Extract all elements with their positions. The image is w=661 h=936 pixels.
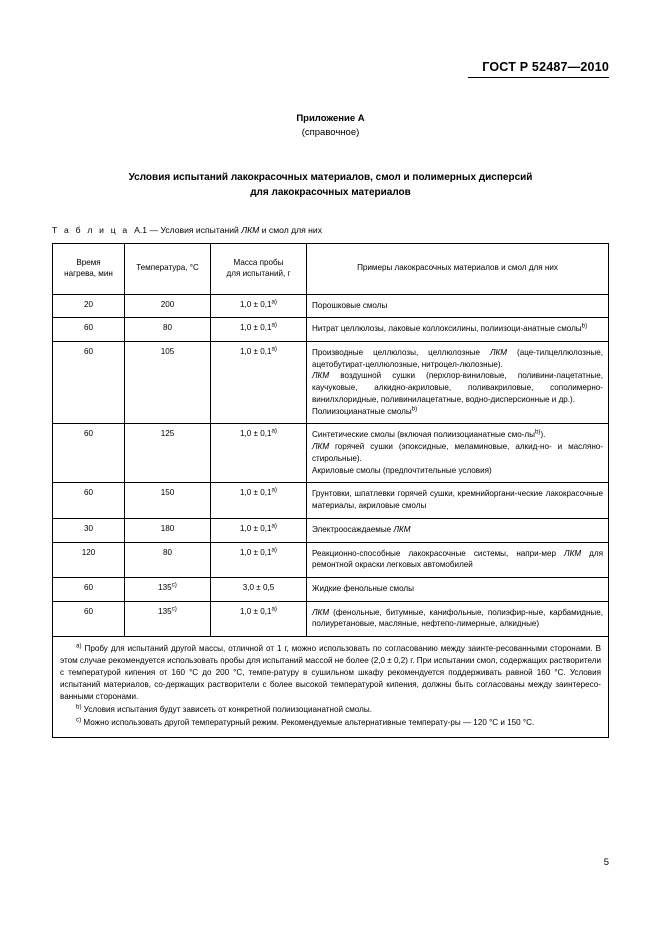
appendix-subtitle: (справочное) (301, 126, 360, 138)
cell-time: 30 (53, 518, 125, 542)
cell-examples: Синтетические смолы (включая полиизоцианатные смо-$лы^{b)}$). ЛКМ горячей сушки (эпоксидные, меламиновые, алкид-но- и маслянo-стирольные). Акриловые смолы (предпочтительные условия) (307, 424, 609, 483)
cell-time: 60 (53, 483, 125, 518)
table-caption-number: А.1 — Условия испытаний (129, 224, 242, 235)
table-caption-tail: и смол для них (259, 224, 323, 235)
table-row (53, 342, 609, 424)
cell-examples: Нитрат целлюлозы, лаковые коллоксилины, полиизоци-анатные смолы$^{b)}$ (307, 318, 609, 342)
cell-mass: $1,0 \pm 0,1^{а)}$ (211, 601, 307, 636)
standard-number: ГОСТ Р 52487—2010 (468, 60, 609, 78)
table-caption (52, 225, 609, 235)
cell-mass: 3,0 ± 0,5 (211, 578, 307, 602)
cell-mass: $1,0 \pm 0,1^{а)}$ (211, 542, 307, 577)
table-row (53, 318, 609, 342)
column-header-time: Время нагрева, мин (53, 243, 125, 294)
table-row (53, 294, 609, 318)
table-caption-label: Т а б л и ц а (52, 224, 130, 235)
table-header-row (53, 243, 609, 294)
note-c (60, 717, 601, 729)
cell-time: 60 (53, 342, 125, 424)
table-caption-italic: ЛКМ (241, 224, 260, 235)
cell-mass: $1,0 \pm 0,1^{а)}$ (211, 518, 307, 542)
table-row (53, 518, 609, 542)
cell-mass: $1,0 \pm 0,1^{а)}$ (211, 342, 307, 424)
cell-temperature: 180 (125, 518, 211, 542)
cell-temperature: 135$^{c)}$ (125, 601, 211, 636)
cell-mass: $1,0 \pm 0,1^{а)}$ (211, 424, 307, 483)
table-row (53, 601, 609, 636)
note-b-marker: b) (76, 703, 82, 711)
cell-mass: $1,0 \pm 0,1^{а)}$ (211, 294, 307, 318)
cell-examples: ЛКМ (фенольные, битумные, канифольные, полиэфир-ные, карбамидные, полиуретановые, масляные, нефтепо-лимерные, алкидные) (307, 601, 609, 636)
cell-examples: Реакционно-способные лакокрасочные системы, напри-мер ЛКМ для ремонтной окраски легковых автомобилей (307, 542, 609, 577)
conditions-table (52, 243, 609, 638)
column-header-examples: Примеры лакокрасочных материалов и смол для них (307, 243, 609, 294)
table-row (53, 578, 609, 602)
column-header-mass: Масса пробы для испытаний, г (211, 243, 307, 294)
table-body (53, 294, 609, 637)
note-a-marker: а) (76, 642, 82, 650)
cell-examples: Жидкие фенольные смолы (307, 578, 609, 602)
cell-time: 60 (53, 318, 125, 342)
cell-temperature: 105 (125, 342, 211, 424)
page-number: 5 (603, 857, 609, 868)
table-notes (52, 637, 609, 738)
cell-temperature: 80 (125, 318, 211, 342)
table-row (53, 542, 609, 577)
column-header-temperature: Температура, °С (125, 243, 211, 294)
page-title-line1: Условия испытаний лакокрасочных материалов, смол и полимерных дисперсий (128, 171, 533, 183)
cell-examples: Электроосаждаемые ЛКМ (307, 518, 609, 542)
table-row (53, 424, 609, 483)
cell-time: 60 (53, 424, 125, 483)
page-title-line2: для лакокрасочных материалов (250, 187, 411, 199)
cell-temperature: 80 (125, 542, 211, 577)
cell-examples: Производные целлюлозы, целлюлозные ЛКМ (аце-тилцеллюлозные, ацетобутират-целлюлозные, нитроцел-люлозные). ЛКМ воздушной сушки (перхлор-виниловые, поливини-лацетатные, каучуковые, алкидно-акриловые, поливакриловые, сополимерно-винилхлоридные, поливинилацетатные, водно-дисперсионные и др.). Полиизоцианатные смолы$^{b)}$ (307, 342, 609, 424)
cell-time: 60 (53, 578, 125, 602)
cell-temperature: 125 (125, 424, 211, 483)
cell-time: 60 (53, 601, 125, 636)
note-b (60, 704, 601, 716)
appendix-block (52, 112, 609, 140)
note-c-marker: c) (76, 716, 82, 724)
cell-temperature: 150 (125, 483, 211, 518)
cell-time: 120 (53, 542, 125, 577)
note-a-text: Пробу для испытаний другой массы, отличной от 1 г, можно использовать по согласованию между заинте-ресованными сторонами. В этом случае рекомендуется использовать пробы для испытаний массой не более (2,0 ± 0,2) г. При испытании смол, содержащих растворители с температурой кипения от 160 °С до 200 °С, темпе-ратуру в сушильном шкафу рекомендуется поддерживать равной 160 °С. Условия испытаний материалов, со-держащих растворители с более высокой температурой кипения, должны быть согласованы между заинтересо-ванными сторонами. (60, 644, 602, 702)
cell-mass: $1,0 \pm 0,1^{а)}$ (211, 318, 307, 342)
note-b-text: Условия испытания будут зависеть от конкретной полиизоцианатной смолы. (83, 705, 372, 715)
cell-temperature: 200 (125, 294, 211, 318)
cell-examples: Грунтовки, шпатлевки горячей сушки, кремнийоргани-ческие лакокрасочные материалы, акриловые смолы (307, 483, 609, 518)
note-c-text: Можно использовать другой температурный режим. Рекомендуемые альтернативные температу-ры — 120 °С и 150 °С. (83, 718, 535, 728)
cell-temperature: 135$^{c)}$ (125, 578, 211, 602)
appendix-title: Приложение А (296, 113, 365, 124)
note-a (60, 643, 601, 703)
cell-mass: $1,0 \pm 0,1^{а)}$ (211, 483, 307, 518)
cell-examples: Порошковые смолы (307, 294, 609, 318)
page-title (52, 170, 609, 201)
table-head (53, 243, 609, 294)
page-header (52, 0, 609, 84)
cell-time: 20 (53, 294, 125, 318)
table-row (53, 483, 609, 518)
